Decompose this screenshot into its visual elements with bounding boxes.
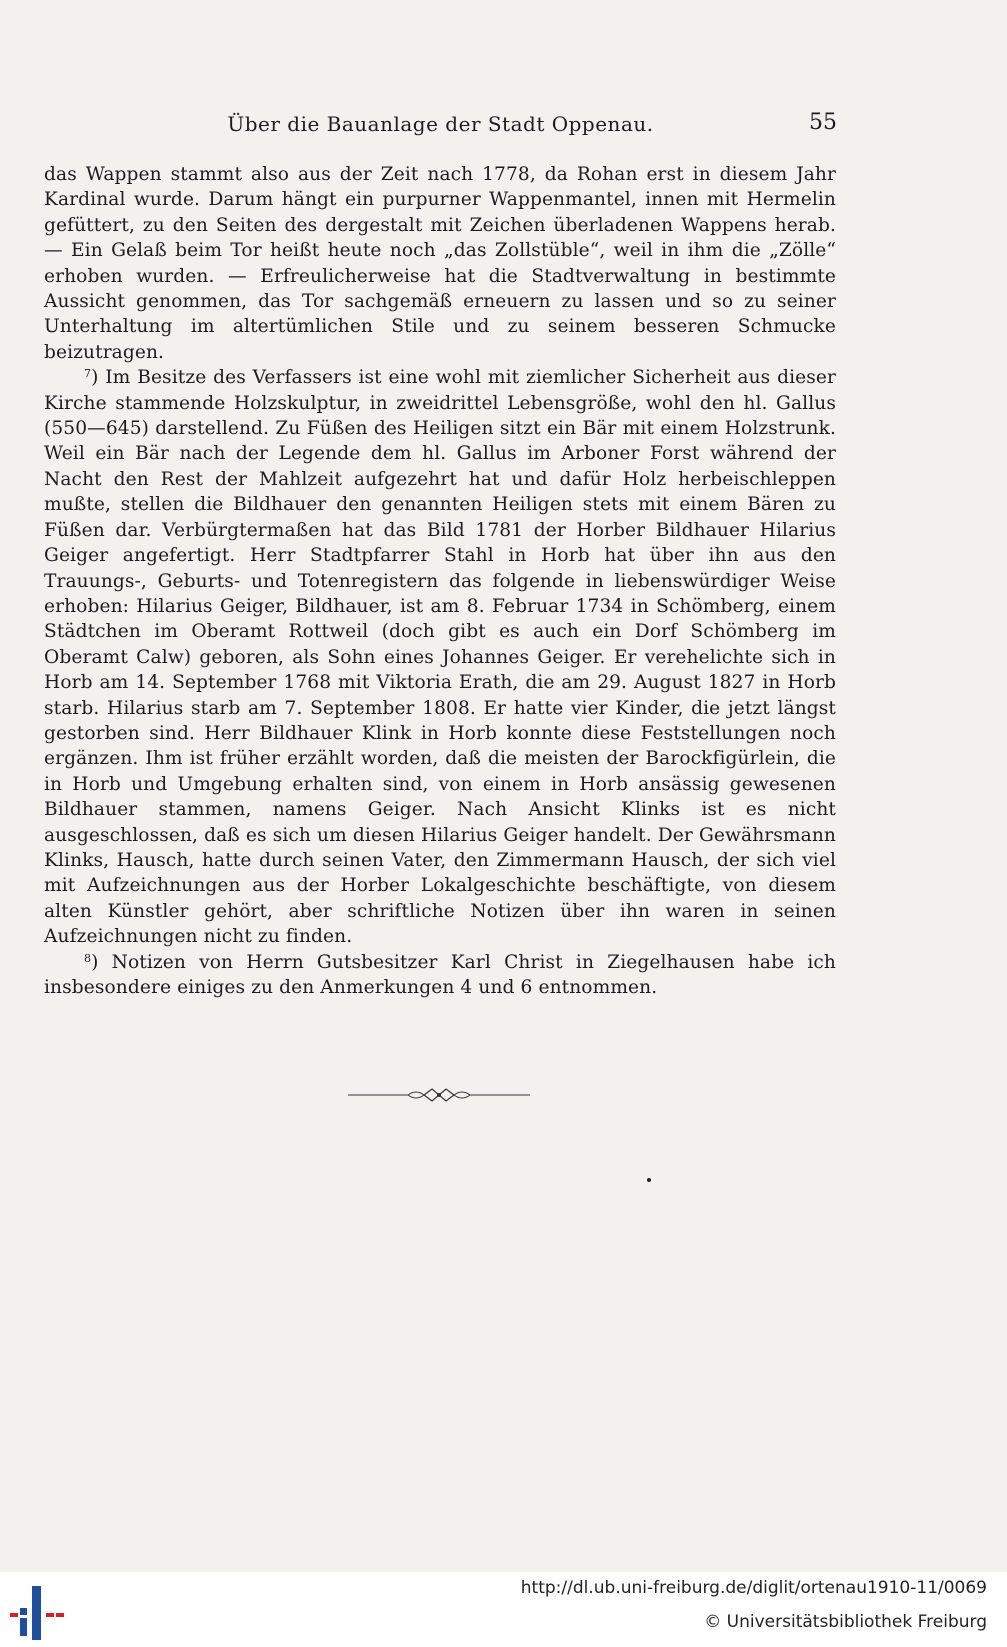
footnote-7-marker: 7 <box>84 367 92 381</box>
body-text <box>44 162 836 1000</box>
footnote-7-text: ) Im Besitze des Verfassers ist eine wohl mit ziemlicher Sicherheit aus dieser Kirche stammende Holzskulptur, in zweidrittel Lebensgröße, wohl den hl. Gallus (550—645) darstellend. Zu Füßen des Heiligen sitzt ein Bär mit einem Holzstrunk. Weil ein Bär nach der Legende dem hl. Gallus im Arboner Forst während der Nacht den Rest der Mahlzeit aufgezehrt hat und dafür Holz herbeischleppen mußte, stellen die Bildhauer den genannten Heiligen stets mit einem Bären zu Füßen dar. Verbürgtermaßen hat das Bild 1781 der Horber Bildhauer Hilarius Geiger angefertigt. Herr Stadtpfarrer Stahl in Horb hat über ihn aus den Trauungs-, Geburts- und Totenregistern das folgende in liebenswürdiger Weise erhoben: Hilarius Geiger, Bildhauer, ist am 8. Februar 1734 in Schömberg, einem Städtchen im Oberamt Rottweil (doch gibt es auch ein Dorf Schömberg im Oberamt Calw) geboren, als Sohn eines Johannes Geiger. Er verehelichte sich in Horb am 14. September 1768 mit Viktoria Erath, die am 29. August 1827 in Horb starb. Hilarius starb am 7. September 1808. Er hatte vier Kinder, die jetzt längst gestorben sind. Herr Bildhauer Klink in Horb konnte diese Feststellungen noch ergänzen. Ihm ist früher erzählt worden, daß die meisten der Barockfigürlein, die in Horb und Umgebung erhalten sind, von einem in Horb ansässig gewesenen Bildhauer stammen, namens Geiger. Nach Ansicht Klinks ist es nicht ausgeschlossen, daß es sich um diesen Hilarius Geiger handelt. Der Gewährsmann Klinks, Hausch, hatte durch seinen Vater, den Zimmermann Hausch, der sich viel mit Aufzeichnungen aus der Horber Lokalgeschichte beschäftigte, von diesem alten Künstler gehört, aber schriftliche Notizen über ihn waren in seinen Aufzeichnungen nicht zu finden. <box>44 367 836 948</box>
document-url-link[interactable]: http://dl.ub.uni-freiburg.de/diglit/ortenau1910-11/0069 <box>520 1578 987 1598</box>
page-number: 55 <box>809 110 837 135</box>
footnote-7 <box>44 365 836 949</box>
footnote-8-marker: 8 <box>84 951 92 965</box>
running-head: Über die Bauanlage der Stadt Oppenau. <box>227 112 654 136</box>
ink-speck <box>647 1178 651 1182</box>
footnote-8-text: ) Notizen von Herrn Gutsbesitzer Karl Christ in Ziegelhausen habe ich insbesondere einiges zu den Anmerkungen 4 und 6 entnommen. <box>44 951 836 998</box>
ub-freiburg-logo-icon[interactable] <box>10 1584 64 1642</box>
footer-bar <box>0 1572 1007 1647</box>
decorative-divider-icon <box>348 1085 530 1105</box>
footnote-8 <box>44 950 836 1001</box>
paragraph-continuation: das Wappen stammt also aus der Zeit nach 1778, da Rohan erst in diesem Jahr Kardinal wurde. Darum hängt ein purpurner Wappenmantel, innen mit Hermelin gefüttert, zu den Seiten des dergestalt mit Zeichen überladenen Wappens herab. — Ein Gelaß beim Tor heißt heute noch „das Zollstüble“, weil in ihm die „Zölle“ erhoben wurden. — Erfreulicherweise hat die Stadtverwaltung in bestimmte Aussicht genommen, das Tor sachgemäß erneuern zu lassen und so zu seiner Unterhaltung im altertümlichen Stile und zu seinem besseren Schmucke beizutragen. <box>44 164 836 363</box>
copyright-notice: © Universitätsbibliothek Freiburg <box>704 1612 987 1632</box>
